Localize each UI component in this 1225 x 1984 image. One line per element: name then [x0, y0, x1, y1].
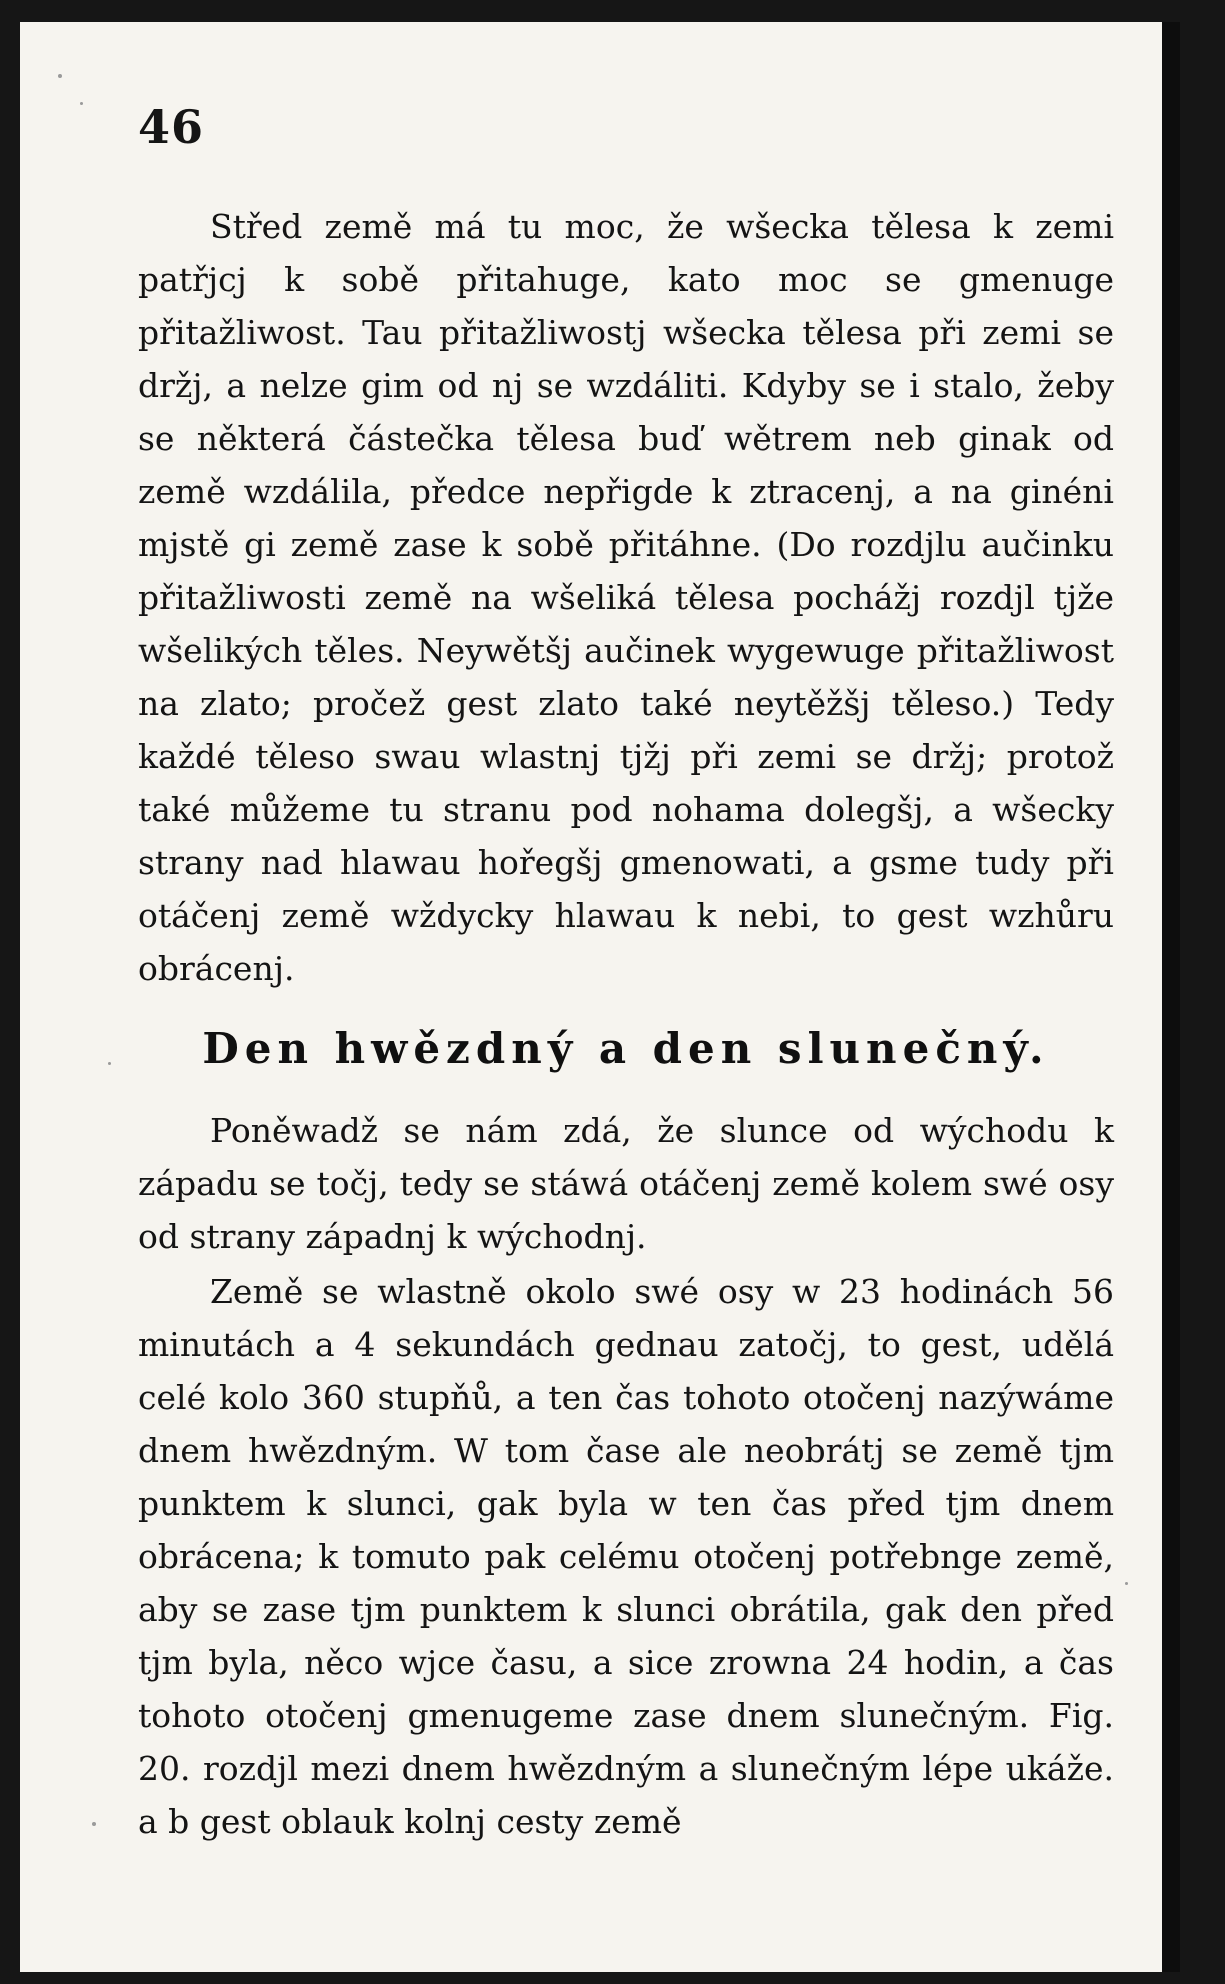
paper-speck: [1125, 1582, 1128, 1585]
paragraph-gravity: Střed země má tu moc, že wšecka tělesa k zemi patřjcj k sobě přitahuge, kato moc se gmenuge přitažliwost. Tau přitažliwostj wšecka tělesa při zemi se držj, a nelze gim od nj se wzdáliti. Kdyby se i stalo, žeby se některá částečka tělesa buď wětrem neb ginak od země wzdálila, předce nepřigde k ztracenj, a na ginéni mjstě gi země zase k sobě přitáhne. (Do rozdjlu aučinku přitažliwosti země na wšeliká tělesa pochážj rozdjl tjže wšelikých těles. Neywětšj aučinek wygewuge přitažliwost na zlato; pročež gest zlato také neytěžšj těleso.) Tedy každé těleso swau wlastnj tjžj při zemi se držj; protož také můžeme tu stranu pod nohama dolegšj, a wšecky strany nad hlawau hořegšj gmenowati, a gsme tudy při otáčenj země wždycky hlawau k nebi, to gest wzhůru obrácenj.: [138, 207, 1114, 988]
paper-speck: [92, 1822, 96, 1826]
paragraph-sidereal-solar-day: Země se wlastně okolo swé osy w 23 hodinách 56 minutách a 4 sekundách gednau zatočj, to gest, udělá celé kolo 360 stupňů, a ten čas tohoto otočenj nazýwáme dnem hwězdným. W tom čase ale neobrátj se země tjm punktem k slunci, gak byla w ten čas před tjm dnem obrácena; k tomuto pak celému otočenj potřebnge země, aby se zase tjm punktem k slunci obrátila, gak den před tjm byla, něco wjce času, a sice zrowna 24 hodin, a čas tohoto otočenj gmenugeme zase dnem slunečným. Fig. 20. rozdjl mezi dnem hwězdným a slunečným lépe ukáže. a b gest oblauk kolnj cesty země: [138, 1272, 1114, 1841]
paper-speck: [80, 102, 83, 105]
paper-speck: [58, 74, 62, 78]
paper-speck: [108, 1062, 111, 1065]
page-number: 46: [138, 100, 205, 154]
paragraph-rotation-direction: Poněwadž se nám zdá, že slunce od wýchodu k západu se točj, tedy se stáwá otáčenj země kolem swé osy od strany západnj k wýchodnj.: [138, 1111, 1114, 1256]
page-gutter-shadow: [1162, 22, 1180, 1972]
book-page: [20, 22, 1180, 1972]
section-heading: Den hwězdný a den slunečný.: [202, 1024, 1050, 1073]
